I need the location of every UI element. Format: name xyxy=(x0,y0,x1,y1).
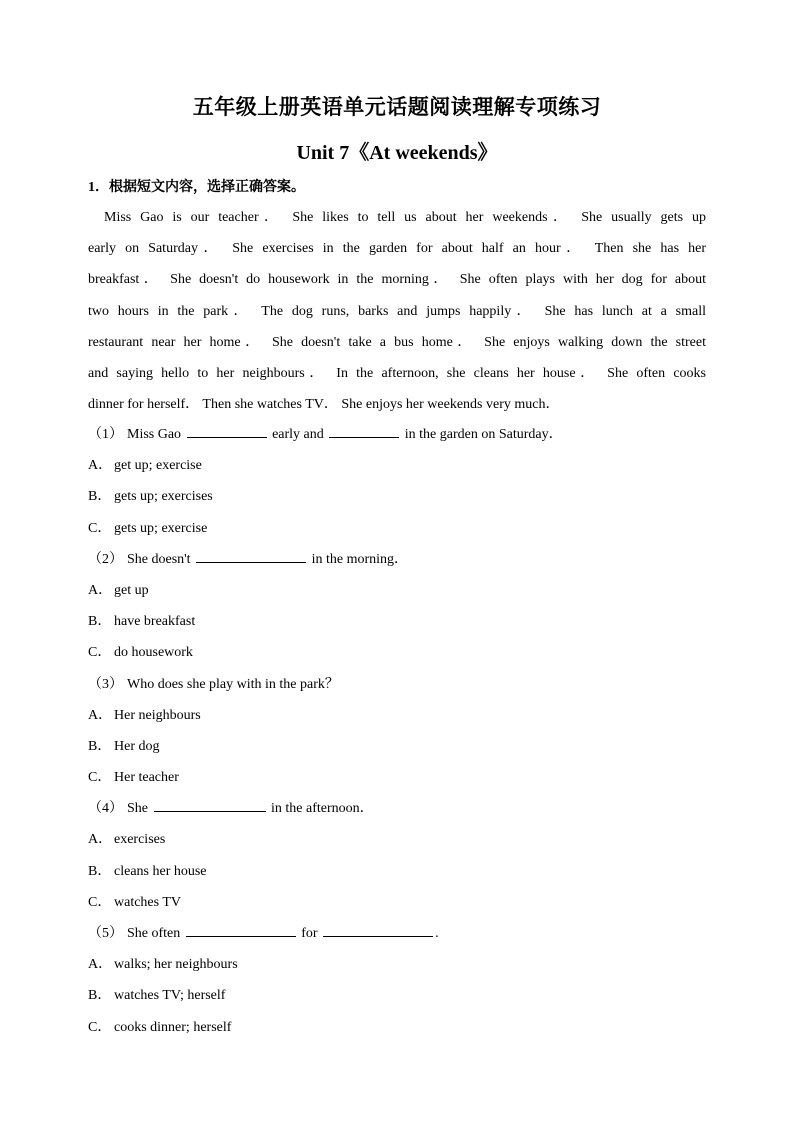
option-letter: C． xyxy=(88,894,112,910)
option-letter: B． xyxy=(88,738,112,754)
option-a[interactable] xyxy=(88,826,708,857)
answer-blank[interactable] xyxy=(329,422,399,438)
option-b[interactable] xyxy=(88,982,708,1013)
option-text: Her neighbours xyxy=(114,707,201,723)
option-letter: B． xyxy=(88,489,112,505)
passage-line: Miss Gao is our teacher． She likes to tell us about her weekends． She usually gets up xyxy=(104,210,706,225)
question-number: （3） xyxy=(88,676,123,692)
option-text: exercises xyxy=(114,832,166,848)
option-text: get up; exercise xyxy=(114,458,202,474)
passage-line: two hours in the park． The dog runs, barks and jumps happily． She has lunch at a small xyxy=(88,303,706,319)
option-letter: A． xyxy=(88,582,113,598)
question-text: She often xyxy=(127,926,181,941)
option-a[interactable] xyxy=(88,577,708,608)
option-text: Her teacher xyxy=(114,770,179,786)
option-letter: C． xyxy=(88,520,112,536)
question-heading: 1．根据短文内容，选择正确答案。 xyxy=(88,180,305,195)
question-text: Who does she play with in the park？ xyxy=(127,676,339,692)
option-b[interactable] xyxy=(88,858,708,889)
answer-blank[interactable] xyxy=(323,921,433,937)
option-letter: A． xyxy=(88,832,113,848)
option-letter: B． xyxy=(88,863,112,879)
option-text: walks; her neighbours xyxy=(114,957,238,973)
option-letter: A． xyxy=(88,957,113,973)
page-title: 五年级上册英语单元话题阅读理解专项练习 xyxy=(192,95,602,119)
option-text: have breakfast xyxy=(114,614,196,630)
question-text: for xyxy=(301,926,318,941)
question-text: in the morning． xyxy=(311,551,409,567)
option-text: Her dog xyxy=(114,738,160,754)
question-number: （4） xyxy=(88,801,123,817)
option-text: cleans her house xyxy=(114,863,207,879)
unit-subtitle: Unit 7《At weekends》 xyxy=(296,142,498,164)
question-list xyxy=(88,421,708,1045)
option-c[interactable] xyxy=(88,889,708,920)
option-letter: C． xyxy=(88,1019,112,1035)
passage-line: breakfast． She doesn't do housework in the morning． She often plays with her dog for about xyxy=(88,272,706,288)
option-letter: C． xyxy=(88,645,112,661)
question-text: in the afternoon． xyxy=(271,801,374,817)
answer-blank[interactable] xyxy=(186,921,296,937)
option-c[interactable] xyxy=(88,515,708,546)
option-text: gets up; exercises xyxy=(114,489,213,505)
question-3 xyxy=(88,671,708,702)
option-b[interactable] xyxy=(88,608,708,639)
option-text: cooks dinner; herself xyxy=(114,1019,232,1035)
question-text: in the garden on Saturday． xyxy=(404,427,563,442)
option-text: gets up; exercise xyxy=(114,520,208,536)
question-text: early and xyxy=(272,427,324,442)
question-5 xyxy=(88,920,708,951)
question-1 xyxy=(88,421,708,452)
option-a[interactable] xyxy=(88,452,708,483)
option-text: watches TV; herself xyxy=(114,988,226,1004)
option-letter: A． xyxy=(88,707,113,723)
question-text: . xyxy=(435,926,439,941)
passage-line: and saying hello to her neighbours． In the afternoon, she cleans her house． She often cooks xyxy=(88,365,706,381)
question-4 xyxy=(88,795,708,826)
option-letter: B． xyxy=(88,988,112,1004)
question-number: （5） xyxy=(88,926,123,941)
option-b[interactable] xyxy=(88,733,708,764)
option-text: get up xyxy=(114,582,149,598)
option-letter: C． xyxy=(88,770,112,786)
option-c[interactable] xyxy=(88,639,708,670)
option-c[interactable] xyxy=(88,764,708,795)
question-number: （2） xyxy=(88,551,123,567)
question-text: Miss Gao xyxy=(127,427,182,442)
answer-blank[interactable] xyxy=(196,547,306,563)
option-text: watches TV xyxy=(114,894,181,910)
answer-blank[interactable] xyxy=(187,422,267,438)
question-2 xyxy=(88,546,708,577)
passage-line: dinner for herself． Then she watches TV． She enjoys her weekends very much． xyxy=(88,397,560,413)
option-a[interactable] xyxy=(88,951,708,982)
option-a[interactable] xyxy=(88,702,708,733)
question-text: She xyxy=(127,801,148,817)
passage-line: early on Saturday． She exercises in the garden for about half an hour． Then she has her xyxy=(88,241,706,257)
option-text: do housework xyxy=(114,645,193,661)
option-letter: A． xyxy=(88,458,113,474)
answer-blank[interactable] xyxy=(154,796,266,812)
question-text: She doesn't xyxy=(127,551,191,567)
option-letter: B． xyxy=(88,614,112,630)
option-b[interactable] xyxy=(88,483,708,514)
reading-passage xyxy=(88,204,706,422)
option-c[interactable] xyxy=(88,1014,708,1045)
question-number: （1） xyxy=(88,427,123,442)
passage-line: restaurant near her home． She doesn't take a bus home． She enjoys walking down the street xyxy=(88,334,706,350)
